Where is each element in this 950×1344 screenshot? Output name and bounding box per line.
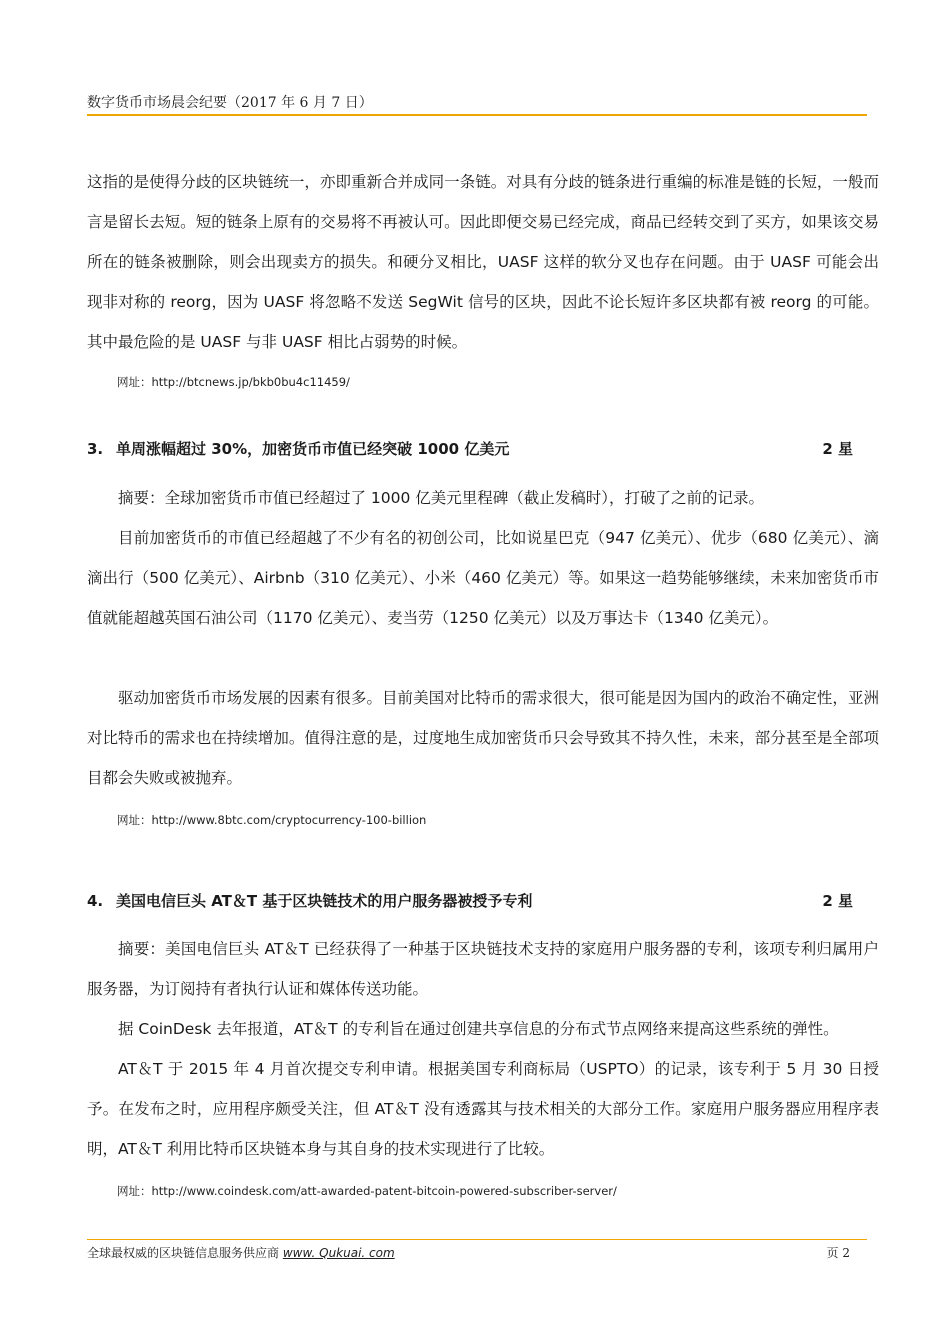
intro-paragraph: 这指的是使得分歧的区块链统一，亦即重新合并成同一条链。对具有分歧的链条进行重编的标准是链的长短，一般而言是留长去短。短的链条上原有的交易将不再被认可。因此即便交易已经完成，商品已经转交到了买方，如果该交易所在的链条被删除，则会出现卖方的损失。和硬分叉相比，UASF 这样的软分叉也存在问题。由于 UASF 可能会出现非对称的 reorg，因为 UASF 将忽略不发送 SegWit 信号的区块，因此不论长短许多区块都有被 reorg 的可能。其中最危险的是 UASF 与非 UASF 相比占弱势的时候。 [87, 173, 879, 351]
section-4-heading [87, 890, 857, 911]
footer-text [87, 1244, 395, 1261]
footer-website-link[interactable]: www. Qukuai. com [282, 1246, 395, 1260]
section-3-number: 3. [87, 440, 104, 458]
section-3-paragraph-3: 驱动加密货币市场发展的因素有很多。目前美国对比特币的需求很大，很可能是因为国内的政治不确定性，亚洲对比特币的需求也在持续增加。值得注意的是，过度地生成加密货币只会导致其不持久性，未来，部分甚至是全部项目都会失败或被抛弃。 [87, 689, 879, 787]
intro-url[interactable]: 网址：http://btcnews.jp/bkb0bu4c11459/ [117, 375, 350, 389]
section-4-number: 4. [87, 892, 104, 910]
footer-divider [87, 1239, 867, 1240]
section-3-heading [87, 438, 857, 459]
section-3-summary: 摘要：全球加密货币市值已经超过了 1000 亿美元里程碑（截止发稿时），打破了之前的记录。 [118, 489, 765, 507]
section-4-paragraph-2: 据 CoinDesk 去年报道，AT＆T 的专利旨在通过创建共享信息的分布式节点网络来提高这些系统的弹性。 [118, 1020, 839, 1038]
footer-tagline: 全球最权威的区块链信息服务供应商 [87, 1246, 283, 1260]
page-number: 页 2 [826, 1246, 850, 1260]
header-divider [87, 114, 867, 116]
section-4-summary: 摘要：美国电信巨头 AT＆T 已经获得了一种基于区块链技术支持的家庭用户服务器的专利，该项专利归属用户服务器，为订阅持有者执行认证和媒体传送功能。 [87, 940, 879, 998]
section-3-paragraph-2: 目前加密货币的市值已经超越了不少有名的初创公司，比如说星巴克（947 亿美元）、优步（680 亿美元）、滴滴出行（500 亿美元）、Airbnb（310 亿美元）、小米（460 亿美元）等。如果这一趋势能够继续，未来加密货币市值就能超越英国石油公司（1170 亿美元）、麦当劳（1250 亿美元）以及万事达卡（1340 亿美元）。 [87, 529, 879, 627]
section-3-url[interactable]: 网址：http://www.8btc.com/cryptocurrency-100-billion [117, 813, 427, 827]
section-4-rating: 2 星 [822, 892, 853, 910]
section-3-rating: 2 星 [822, 440, 853, 458]
section-4-url[interactable]: 网址：http://www.coindesk.com/att-awarded-patent-bitcoin-powered-subscriber-server/ [117, 1184, 617, 1198]
section-4-title: 美国电信巨头 AT＆T 基于区块链技术的用户服务器被授予专利 [116, 892, 533, 910]
section-4-paragraph-3: AT＆T 于 2015 年 4 月首次提交专利申请。根据美国专利商标局（USPTO）的记录，该专利于 5 月 30 日授予。在发布之时，应用程序颇受关注，但 AT＆T 没有透露其与技术相关的大部分工作。家庭用户服务器应用程序表明，AT＆T 利用比特币区块链本身与其自身的技术实现进行了比较。 [87, 1060, 879, 1158]
page-header: 数字货币市场晨会纪要（2017 年 6 月 7 日） [87, 95, 373, 111]
section-3-title: 单周涨幅超过 30%，加密货币市值已经突破 1000 亿美元 [116, 440, 510, 458]
